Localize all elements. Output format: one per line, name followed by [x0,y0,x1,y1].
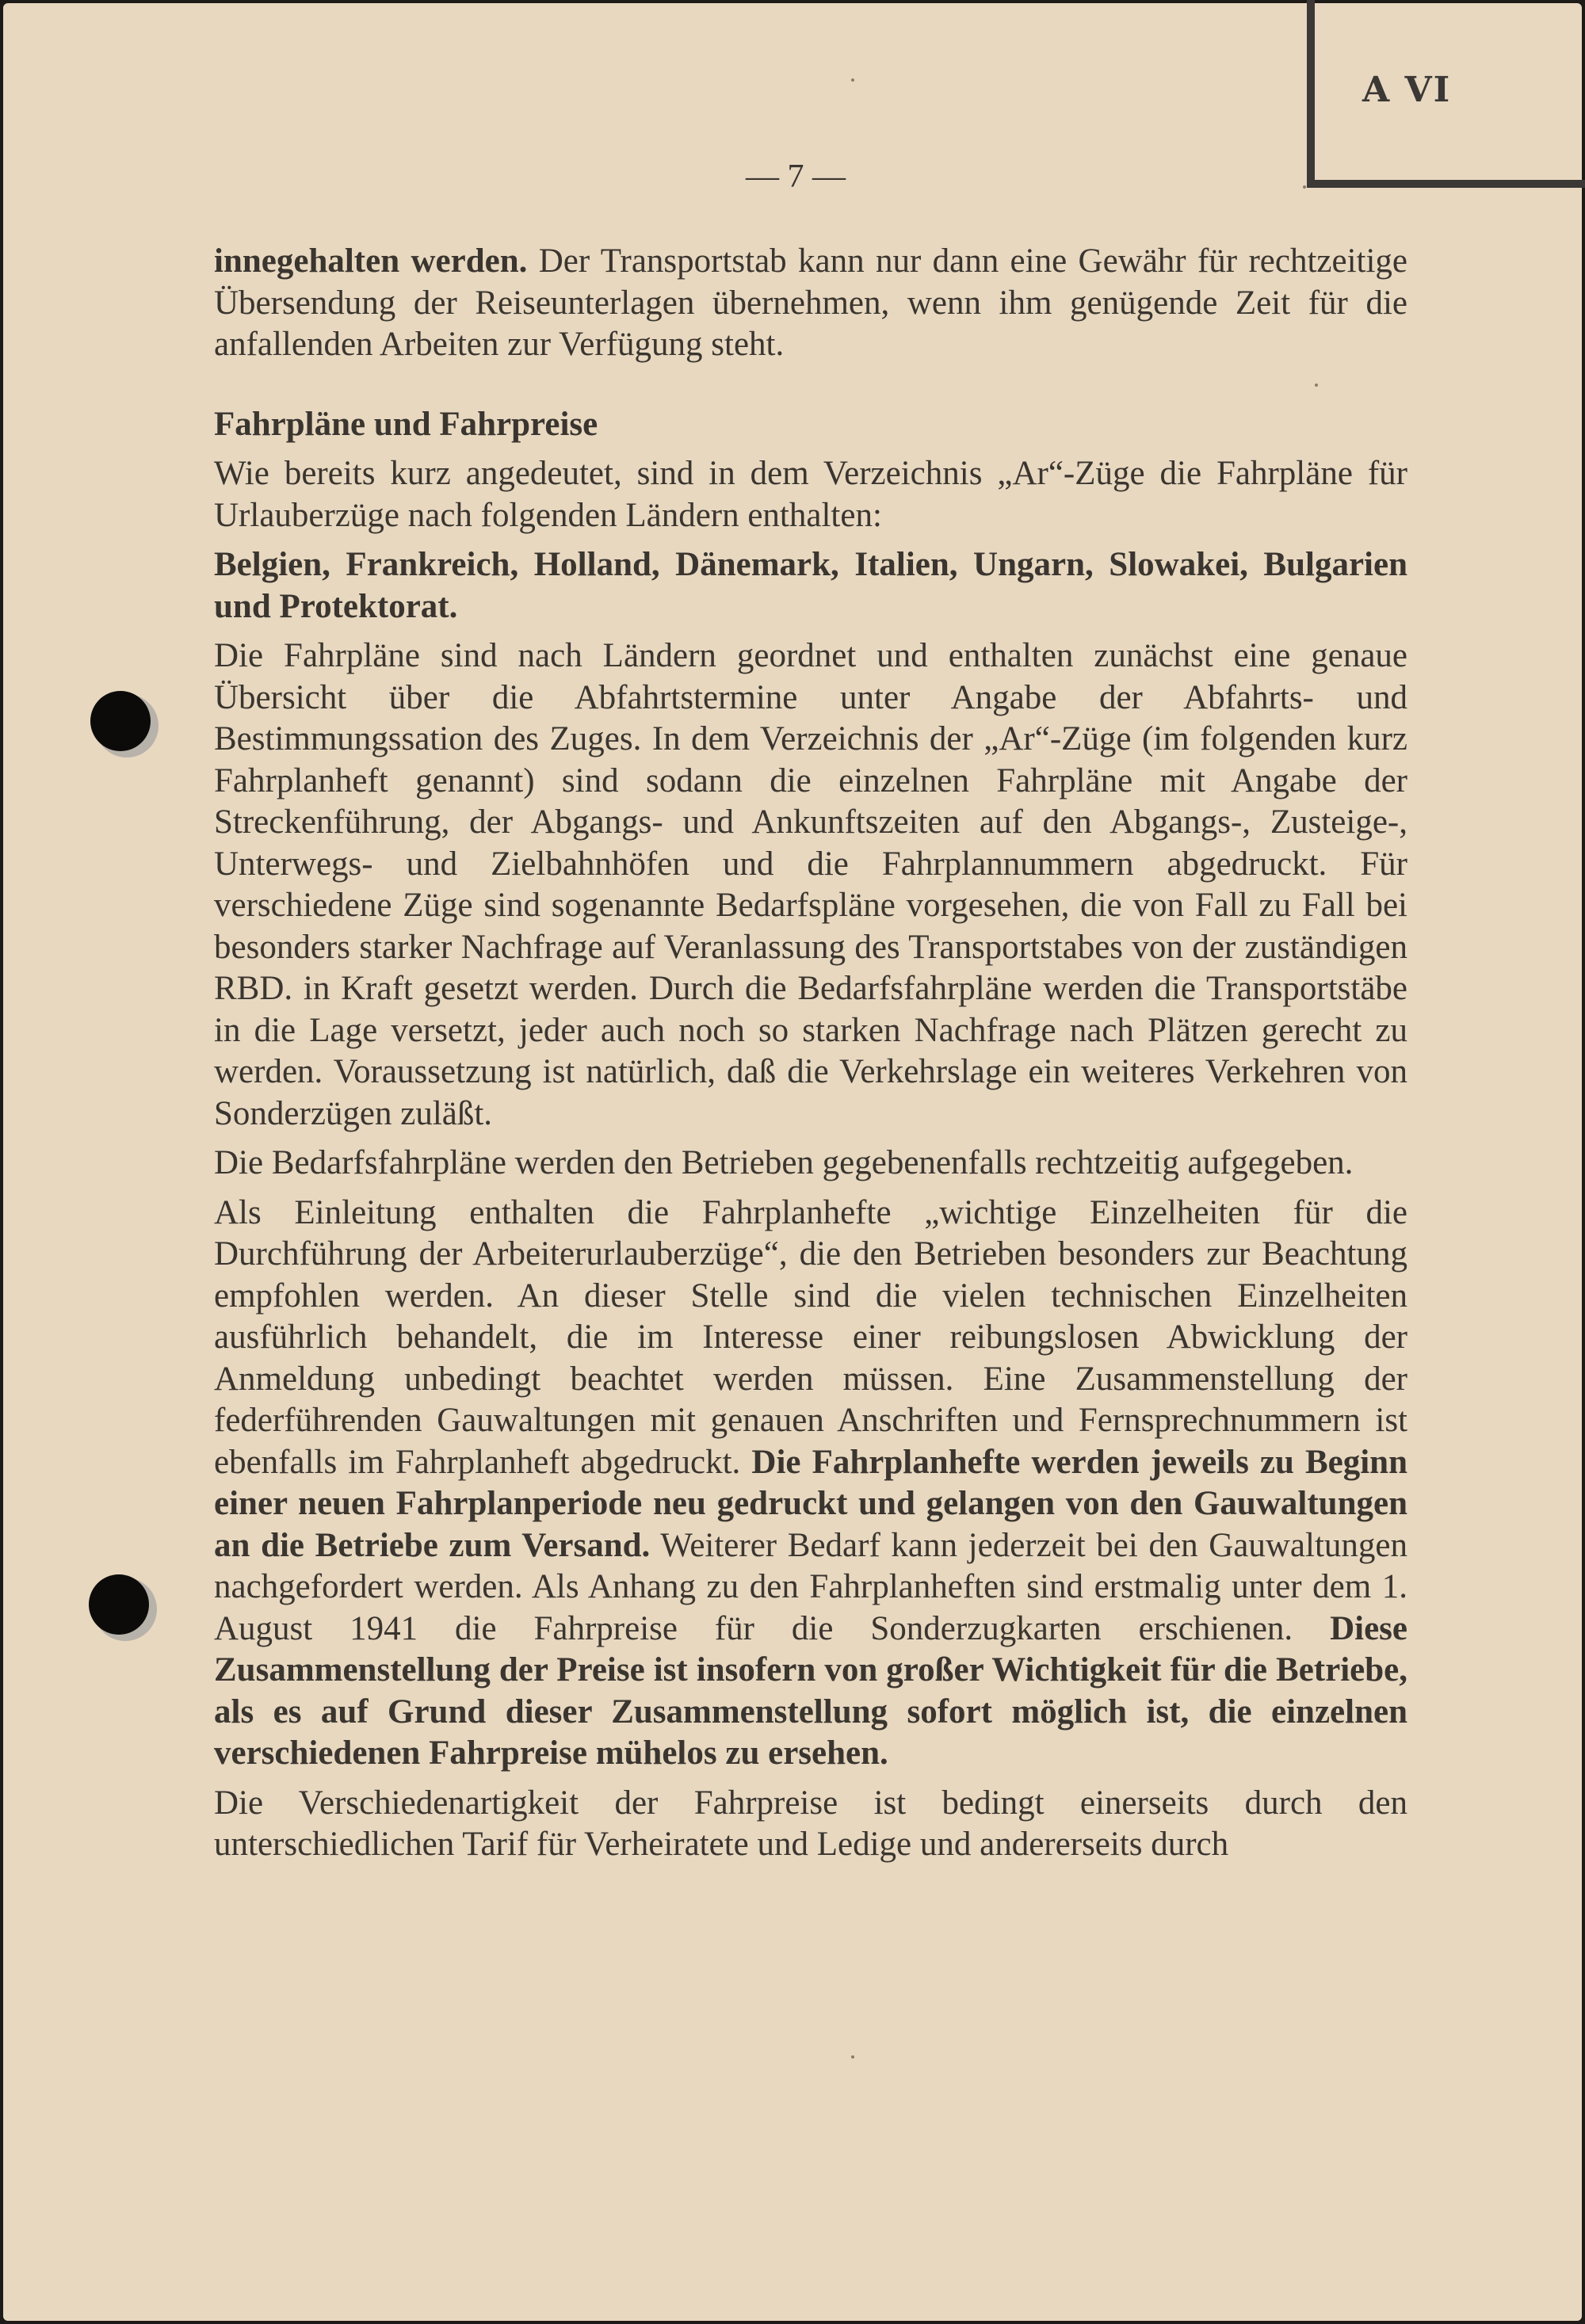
text-segment: Die Verschiedenartigkeit der Fahrpreise ist bedingt einerseits durch den unterschiedlichen Tarif für Verheiratete und Ledige und andererseits durch [214,1784,1407,1863]
text-segment: Die Bedarfsfahrpläne werden den Betrieben gegebenenfalls rechtzeitig aufgegeben. [214,1144,1354,1181]
document-page [3,3,1582,2321]
section-paragraphs [214,453,1407,1866]
bold-text-segment: Die Fahrplanhefte werden jeweils zu Beginn einer neuen Fahrplanperiode neu gedruckt und gelangen von den Gauwaltungen an die Betriebe zum Versand. [214,1443,1408,1564]
paragraph [214,635,1407,1135]
text-segment: Weiterer Bedarf kann jederzeit bei den Gauwaltungen nachgefordert werden. Als Anhang zu den Fahrplanheften sind erstmalig unter dem 1. August 1941 die Fahrpreise für die Sonderzugkarten erschienen. [214,1526,1407,1647]
paragraph [214,1193,1407,1775]
body-text [214,241,1407,1874]
paragraph [214,1783,1407,1866]
section-heading: Fahrpläne und Fahrpreise [214,405,598,443]
page-number: — 7 — [746,158,846,195]
bold-text-segment: Diese Zusammenstellung der Preise ist insofern von großer Wichtigkeit für die Betriebe, als es auf Grund dieser Zusammenstellung sofort möglich ist, die einzelnen verschiedenen Fahrpreise mühelos zu ersehen. [214,1609,1407,1772]
paragraph [214,544,1407,628]
text-segment: Wie bereits kurz angedeutet, sind in dem Verzeichnis „Ar“-Züge die Fahrpläne für Urlauberzüge nach folgenden Ländern enthalten: [214,455,1407,534]
bold-text-segment: innegehalten werden. [214,242,528,280]
punch-hole-icon [89,1574,149,1635]
bold-text-segment: Belgien, Frankreich, Holland, Dänemark, Italien, Ungarn, Slowakei, Bulgarien und Protektorat. [214,546,1407,625]
text-segment: Die Fahrpläne sind nach Ländern geordnet und enthalten zunächst eine genaue Übersicht über die Abfahrtstermine unter Angabe der Abfahrts- und Bestimmungssation des Zuges. In dem Verzeichnis der „Ar“-Züge (im folgenden kurz Fahrplanheft genannt) sind sodann die einzelnen Fahrpläne mit Angabe der Streckenführung, der Abgangs- und Ankunftszeiten auf den Abgangs-, Zusteige-, Unterwegs- und Zielbahnhöfen und die Fahrplannummern abgedruckt. Für verschiedene Züge sind sogenannte Bedarfspläne vorgesehen, die von Fall zu Fall bei besonders starker Nachfrage auf Veranlassung des Transportstabes von der zuständigen RBD. in Kraft gesetzt werden. Durch die Bedarfsfahrpläne werden die Transportstäbe in die Lage versetzt, jeder auch noch so starken Nachfrage nach Plätzen gerecht zu werden. Voraussetzung ist natürlich, daß die Verkehrslage ein weiteres Verkehren von Sonderzügen zuläßt. [214,637,1407,1132]
text-segment: Als Einleitung enthalten die Fahrplanhefte „wichtige Einzelheiten für die Durchführung der Arbeiterurlauberzüge“, die den Betrieben besonders zur Beachtung empfohlen werden. An dieser Stelle sind die vielen technischen Einzelheiten ausführlich behandelt, die im Interesse einer reibungslosen Abwicklung der Anmeldung unbedingt beachtet werden müssen. Eine Zusammenstellung der federführenden Gauwaltungen mit genauen Anschriften und Fernsprechnummern ist ebenfalls im Fahrplanheft abgedruckt. [214,1193,1407,1481]
paragraph [214,453,1407,536]
paper-speck [1303,185,1306,189]
paper-speck [851,2055,854,2059]
section-tab-label: A VI [1362,70,1452,110]
text-segment: Der Transportstab kann nur dann eine Gewähr für rechtzeitige Übersendung der Reiseunterlagen übernehmen, wenn ihm genügende Zeit für die anfallenden Arbeiten zur Verfügung steht. [214,242,1407,363]
paragraph [214,1143,1407,1185]
punch-hole-icon [90,691,151,751]
intro-paragraph [214,241,1407,366]
paper-speck [851,78,854,82]
